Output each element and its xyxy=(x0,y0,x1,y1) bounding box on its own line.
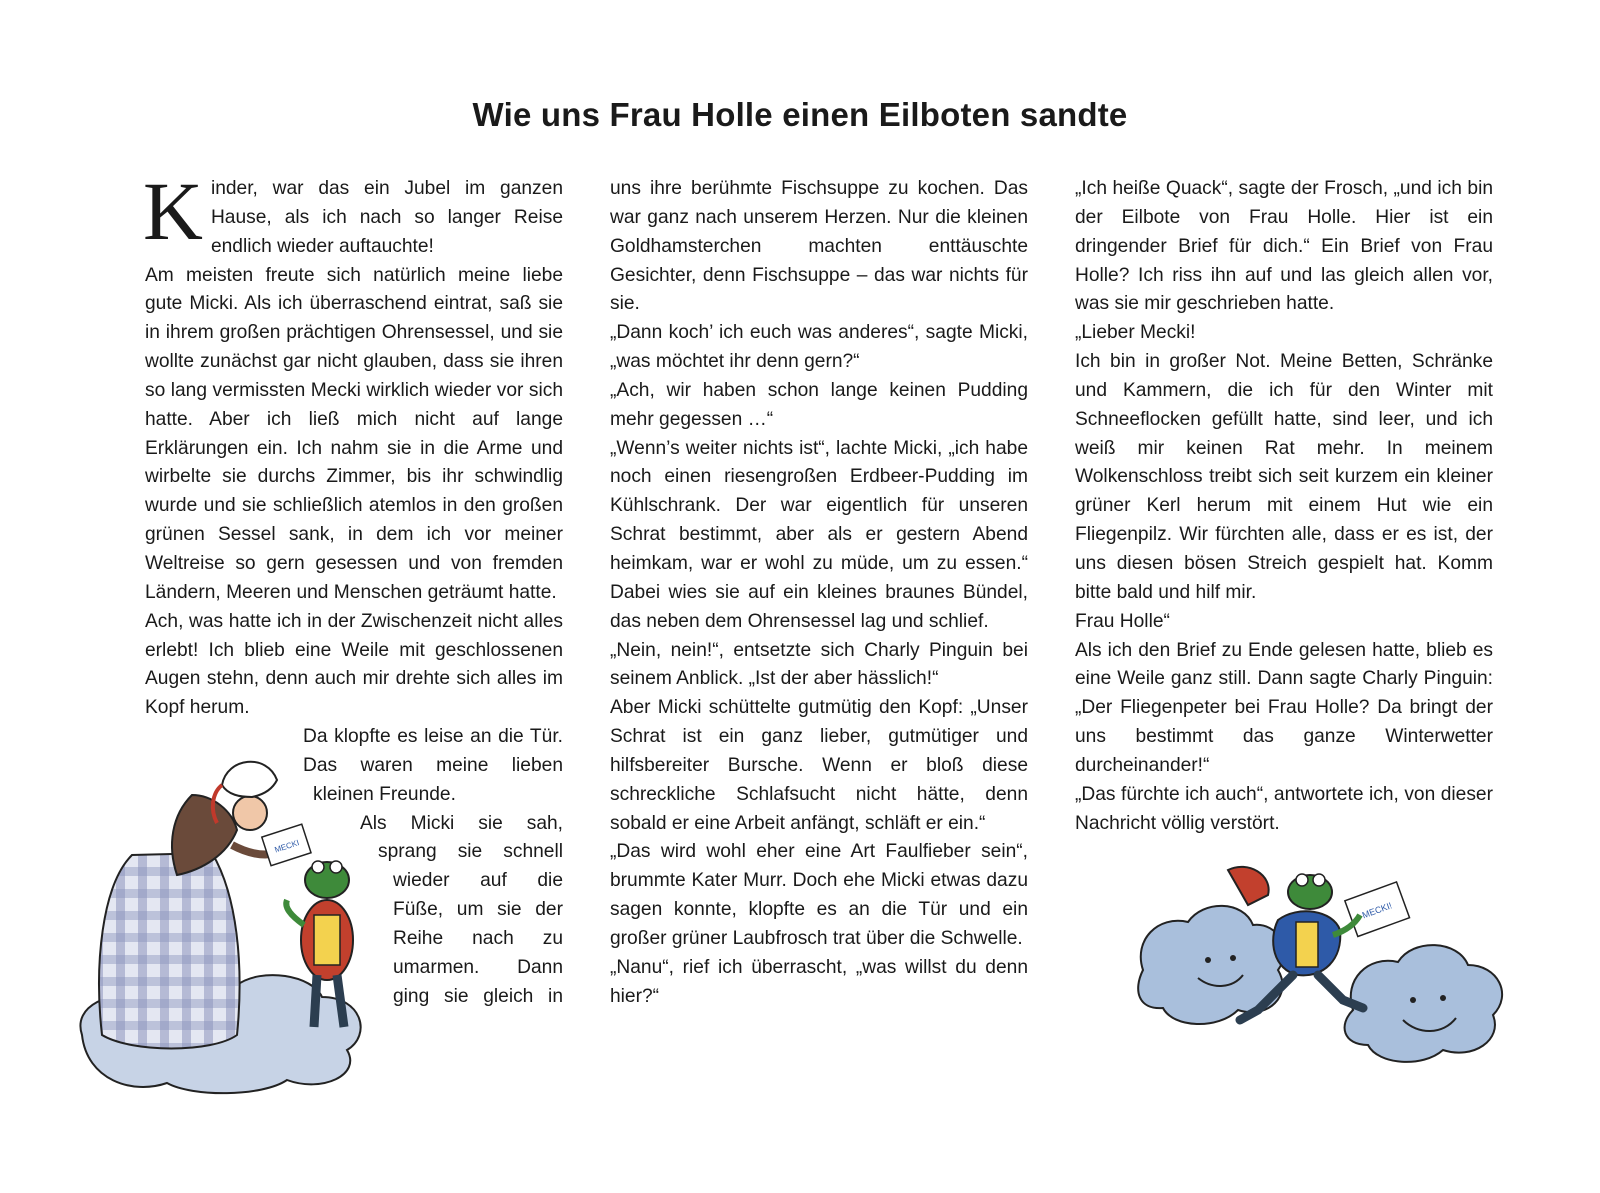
paragraph: „Das fürchte ich auch“, antwortete ich, von dieser Nachricht völlig verstört. xyxy=(1075,783,1493,834)
shawl xyxy=(172,795,237,875)
paragraph: „Nanu“, rief ich überrascht, „was willst du denn hier?“ xyxy=(610,956,1028,1007)
paragraph: uns ihre berühmte Fischsuppe zu kochen. Das war ganz nach unserem Herzen. Nur die kleinen Goldhamsterchen machten enttäuschte Gesichter, denn Fischsuppe – das war nichts für sie. xyxy=(610,178,1028,315)
bonnet xyxy=(222,762,277,797)
paragraph: Als Micki sie sah, sprang sie schnell wieder auf die Füße, um sie der Reihe nach zu umarmen. Dann ging sie gleich in xyxy=(360,812,563,1007)
page-title: Wie uns Frau Holle einen Eilboten sandte xyxy=(472,96,1128,133)
paragraph: „Wenn’s weiter nichts ist“, lachte Micki, „ich habe noch einen riesengroßen Erdbeer-Pudding im Kühlschrank. Der war eigentlich für unseren Schrat bestimmt, aber als er gestern Abend heimkam, war er wohl zu müde, um zu essen.“ Dabei wies sie auf ein kleines braunes Bündel, das neben dem Ohrensessel lag und schlief. xyxy=(610,437,1028,632)
cloud-right xyxy=(1345,945,1503,1062)
frau-holle-and-frog-illustration xyxy=(72,735,412,1095)
paragraph: Frau Holle“ xyxy=(1075,610,1170,632)
letter-right xyxy=(1345,882,1410,937)
frog-arm xyxy=(286,900,304,925)
letter-left xyxy=(262,824,311,866)
frog-vest xyxy=(314,915,340,965)
paragraph: „Das wird wohl eher eine Art Faulfieber sein“, brummte Kater Murr. Doch ehe Micki etwas dazu sagen konnte, klopfte es an die Tür und ein großer grüner Laubfrosch trat über die Schwelle. xyxy=(610,841,1028,949)
umbrella xyxy=(1228,867,1269,905)
letter-left-text: MECKI xyxy=(273,838,301,855)
paragraph: Kinder, war das ein Jubel im ganzen Hause, als ich nach so langer Reise endlich wieder auftauchte! xyxy=(143,165,563,257)
paragraph: „Dann koch’ ich euch was anderes“, sagte Micki, „was möchtet ihr denn gern?“ xyxy=(610,322,1028,373)
paragraph: „Ach, wir haben schon lange keinen Pudding mehr gegessen …“ xyxy=(610,379,1028,430)
paragraph: „Nein, nein!“, entsetzte sich Charly Pinguin bei seinem Anblick. „Ist der aber hässlich!“ xyxy=(610,639,1028,690)
paragraph: Ich bin in großer Not. Meine Betten, Schränke und Kammern, die ich für den Winter mit Schneeflocken gefüllt hatte, sind leer, und ich weiß mir keinen Rat mehr. In meinem Wolkenschloss treibt sich seit kurzem ein kleiner grüner Kerl herum mit einem Hut wie ein Fliegenpilz. Wir fürchten alle, dass er es ist, der uns diesen bösen Streich gespielt hat. Komm bitte bald und hilf mir. xyxy=(1075,351,1493,603)
text-column-3 xyxy=(1075,175,1493,838)
runner-vest xyxy=(1296,922,1318,967)
head xyxy=(233,796,267,830)
paragraph: Ach, was hatte ich in der Zwischenzeit nicht alles erlebt! Ich blieb eine Weile mit geschlossenen Augen stehn, denn auch mir drehte sich alles im Kopf herum. xyxy=(145,610,563,719)
letter-right-text: MECKI! xyxy=(1360,900,1394,921)
dress-skirt xyxy=(99,853,239,1049)
paragraph: Aber Micki schüttelte gutmütig den Kopf: „Unser Schrat ist ein ganz lieber, gutmütiger und hilfsbereiter Bursche. Wenn er bloß diese schreckliche Schlafsucht nicht hätte, denn sobald er eine Arbeit anfängt, schläft er ein.“ xyxy=(610,697,1028,834)
drop-cap: K xyxy=(143,165,203,257)
paragraph: Als ich den Brief zu Ende gelesen hatte, blieb es eine Weile ganz still. Dann sagte Charly Pinguin: „Der Fliegenpeter bei Frau Holle? Da bringt der uns bestimmt das ganze Winterwetter durcheinander!“ xyxy=(1075,639,1493,776)
frog-messenger-running-illustration xyxy=(1128,850,1518,1090)
text-column-2 xyxy=(610,175,1028,1011)
paragraph: „Lieber Mecki! xyxy=(1075,322,1196,344)
paragraph: Am meisten freute sich natürlich meine liebe gute Micki. Als ich überraschend eintrat, saß sie in ihrem großen prächtigen Ohrensessel, und sie wollte zunächst gar nicht glauben, dass sie ihren so lang vermissten Mecki wirklich wieder vor sich hatte. Aber ich ließ mich nicht auf lange Erklärungen ein. Ich nahm sie in die Arme und wirbelte sie durchs Zimmer, bis ihr schwindlig wurde und sie schließlich atemlos in den großen grünen Sessel sank, in dem ich vor meiner Weltreise so gern gesessen und von fremden Ländern, Meeren und Menschen geträumt hatte. xyxy=(145,264,563,603)
paragraph: „Ich heiße Quack“, sagte der Frosch, „und ich bin der Eilbote von Frau Holle. Hier ist ein dringender Brief für dich.“ Ein Brief von Frau Holle? Ich riss ihn auf und las gleich allen vor, was sie mir geschrieben hatte. xyxy=(1075,178,1493,315)
paragraph: Da klopfte es leise an die Tür. Das waren meine lieben kleinen Freunde. xyxy=(303,726,563,805)
